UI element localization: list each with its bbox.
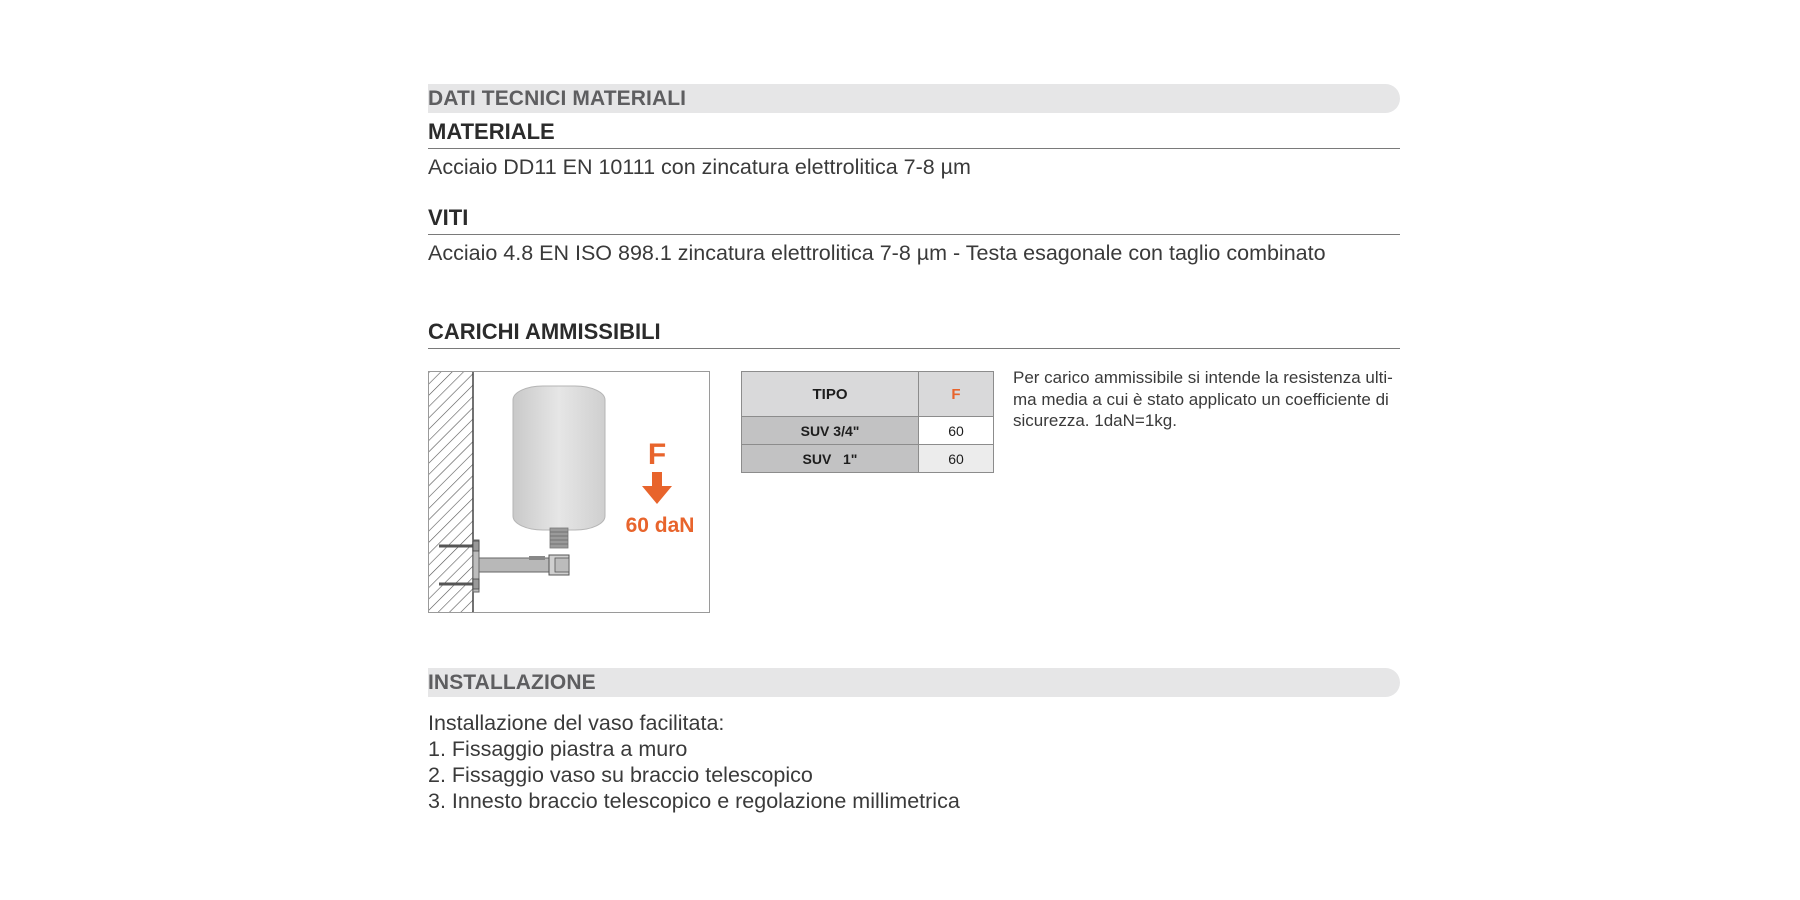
force-arrow-icon [642,472,672,504]
screws-text: Acciaio 4.8 EN ISO 898.1 zincatura elettrolitica 7-8 µm - Testa esagonale con taglio combinato [428,241,1326,265]
force-symbol: F [647,438,667,471]
value-cell: 60 [919,417,994,445]
table-row [742,445,994,473]
type-cell: SUV 3/4" [742,417,919,445]
section-title-installation: INSTALLAZIONE [428,671,596,694]
type-cell: SUV 1" [742,445,919,473]
material-heading: MATERIALE [428,119,555,144]
load-table [741,371,994,473]
note-line: Per carico ammissibile si intende la resistenza ulti- [1013,368,1393,387]
expansion-vessel [513,386,605,548]
load-note [1013,367,1405,432]
wall-hatch [429,372,473,612]
header-force: F [919,372,994,417]
force-value: 60 daN [625,514,695,537]
screws-rule [428,234,1400,235]
section-title-technical: DATI TECNICI MATERIALI [428,87,687,110]
installation-intro: Installazione del vaso facilitata: [428,711,725,735]
installation-step: 3. Innesto braccio telescopico e regolazione millimetrica [428,789,960,813]
installation-step: 2. Fissaggio vaso su braccio telescopico [428,763,813,787]
note-line: ma media a cui è stato applicato un coefficiente di [1013,389,1389,409]
load-illustration [428,371,710,613]
vessel-bracket-drawing [429,372,709,612]
material-rule [428,148,1400,149]
load-table-header [742,372,994,417]
header-type: TIPO [742,372,919,417]
note-line: sicurezza. 1daN=1kg. [1013,411,1177,430]
material-text: Acciaio DD11 EN 10111 con zincatura elettrolitica 7-8 µm [428,155,971,179]
value-cell: 60 [919,445,994,473]
table-row [742,417,994,445]
loads-rule [428,348,1400,349]
screws-heading: VITI [428,205,469,230]
installation-step: 1. Fissaggio piastra a muro [428,737,688,761]
loads-heading: CARICHI AMMISSIBILI [428,319,661,344]
